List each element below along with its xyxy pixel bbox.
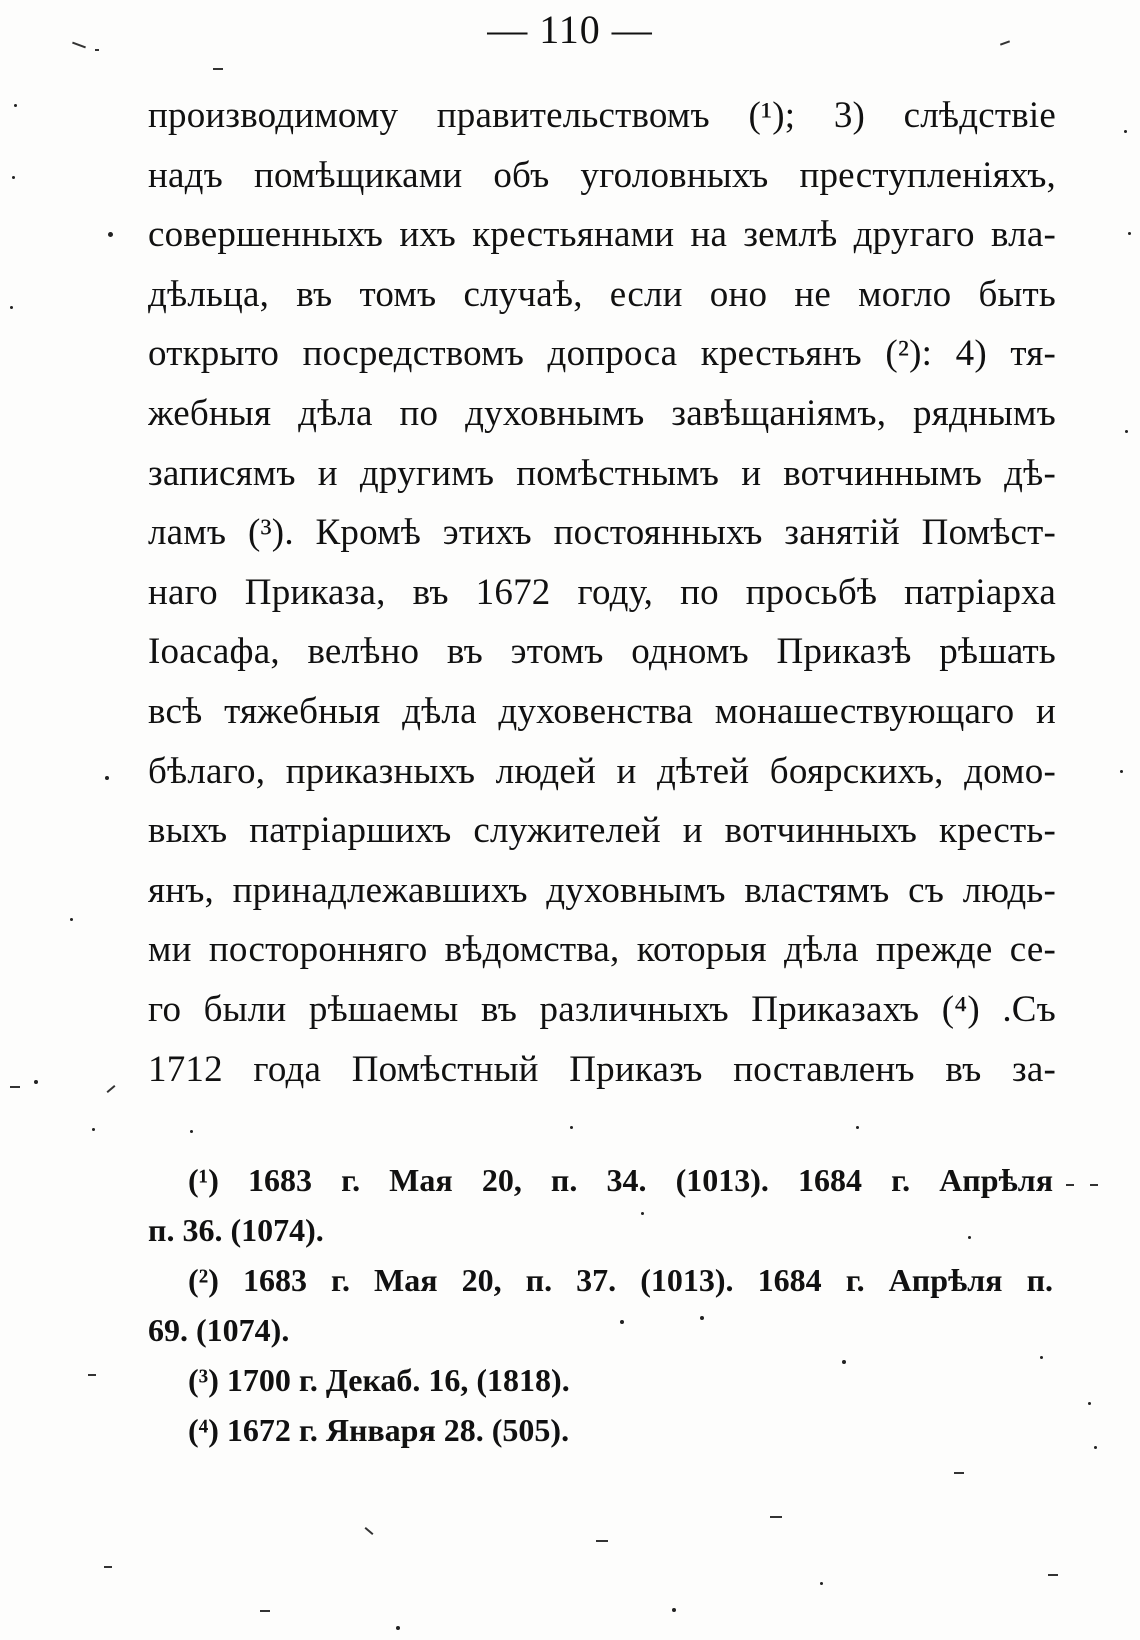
scan-speck bbox=[213, 68, 223, 70]
footnote-1-continuation: п. 36. (1074). bbox=[148, 1212, 324, 1248]
scan-speck bbox=[856, 1126, 859, 1129]
body-line: выхъ патріаршихъ служителей и вотчинныхъ кресть- bbox=[148, 810, 1056, 852]
scan-speck bbox=[1048, 1574, 1058, 1576]
footnote-2-continuation: 69. (1074). bbox=[148, 1312, 290, 1348]
body-line: дѣльца, въ томъ случаѣ, если оно не могло быть bbox=[148, 273, 1056, 315]
scan-speck bbox=[570, 1126, 573, 1129]
body-line: открыто посредствомъ допроса крестьянъ (²): 4) тя- bbox=[148, 333, 1056, 375]
body-line: ми посторонняго вѣдомства, которыя дѣла прежде се- bbox=[148, 929, 1056, 971]
scan-speck bbox=[190, 1130, 193, 1133]
scan-speck bbox=[672, 1608, 676, 1612]
body-line: совершенныхъ ихъ крестьянами на землѣ другаго вла- bbox=[148, 214, 1056, 256]
scan-speck bbox=[1090, 1184, 1098, 1186]
body-line: всѣ тяжебныя дѣла духовенства монашествующаго и bbox=[148, 690, 1056, 732]
scan-speck bbox=[88, 1374, 96, 1376]
scan-speck bbox=[1128, 232, 1131, 235]
body-line: наго Приказа, въ 1672 году, по просьбѣ патріарха bbox=[148, 571, 1056, 613]
page-number: — 110 — bbox=[487, 7, 653, 52]
scan-speck bbox=[34, 1080, 38, 1084]
scan-speck bbox=[1120, 770, 1123, 773]
body-line: ламъ (³). Кромѣ этихъ постоянныхъ занятій Помѣст- bbox=[148, 512, 1056, 554]
body-line: Іоасафа, велѣно въ этомъ одномъ Приказѣ рѣшать bbox=[148, 631, 1056, 673]
scan-speck bbox=[820, 1582, 823, 1585]
scan-speck bbox=[12, 176, 15, 179]
scan-speck bbox=[1066, 1184, 1074, 1186]
scan-speck bbox=[596, 1540, 608, 1542]
scan-speck bbox=[105, 776, 109, 780]
scan-speck bbox=[1094, 1446, 1097, 1449]
scan-speck bbox=[107, 1085, 116, 1093]
footnote-1: (¹) 1683 г. Мая 20, п. 34. (1013). 1684 г. Апрѣля bbox=[188, 1162, 1053, 1198]
scan-speck bbox=[641, 1212, 644, 1215]
body-line: бѣлаго, приказныхъ людей и дѣтей боярскихъ, домо- bbox=[148, 750, 1056, 792]
scan-speck bbox=[620, 1320, 624, 1324]
footnote-2: (²) 1683 г. Мая 20, п. 37. (1013). 1684 г. Апрѣля п. bbox=[188, 1262, 1053, 1298]
scan-speck bbox=[396, 1626, 400, 1630]
scan-speck bbox=[968, 1236, 971, 1239]
scan-speck bbox=[14, 104, 17, 107]
scan-speck bbox=[954, 1472, 964, 1474]
scan-speck bbox=[104, 1566, 112, 1568]
scan-speck bbox=[92, 1128, 95, 1131]
scan-speck bbox=[770, 1516, 782, 1518]
body-line: янъ, принадлежавшихъ духовнымъ властямъ съ людь- bbox=[148, 869, 1056, 911]
scan-speck bbox=[1125, 430, 1128, 433]
body-line: записямъ и другимъ помѣстнымъ и вотчиннымъ дѣ- bbox=[148, 452, 1056, 494]
scan-speck bbox=[842, 1360, 846, 1364]
scan-speck bbox=[700, 1316, 704, 1320]
scan-speck bbox=[95, 49, 99, 51]
body-line: производимому правительствомъ (¹); 3) слѣдствіе bbox=[148, 95, 1056, 136]
footnote-3: (³) 1700 г. Декаб. 16, (1818). bbox=[188, 1362, 570, 1398]
scan-speck bbox=[108, 232, 113, 237]
body-line: жебныя дѣла по духовнымъ завѣщаніямъ, ряднымъ bbox=[148, 392, 1056, 434]
scan-speck bbox=[1088, 1402, 1091, 1405]
body-line: го были рѣшаемы въ различныхъ Приказахъ (⁴) .Съ bbox=[148, 988, 1056, 1030]
body-text bbox=[148, 86, 1056, 1099]
scan-speck bbox=[365, 1527, 374, 1535]
body-line: надъ помѣщиками объ уголовныхъ преступленіяхъ, bbox=[148, 154, 1056, 196]
scan-speck bbox=[260, 1610, 270, 1612]
footnote-4: (⁴) 1672 г. Января 28. (505). bbox=[188, 1412, 570, 1448]
footnotes bbox=[148, 1155, 1053, 1455]
scan-speck bbox=[1040, 1356, 1043, 1359]
scan-speck bbox=[10, 306, 13, 309]
scan-speck bbox=[1124, 130, 1127, 133]
scan-speck bbox=[70, 918, 73, 921]
body-line: 1712 года Помѣстный Приказъ поставленъ въ за- bbox=[148, 1048, 1056, 1090]
scan-speck bbox=[10, 1086, 20, 1088]
